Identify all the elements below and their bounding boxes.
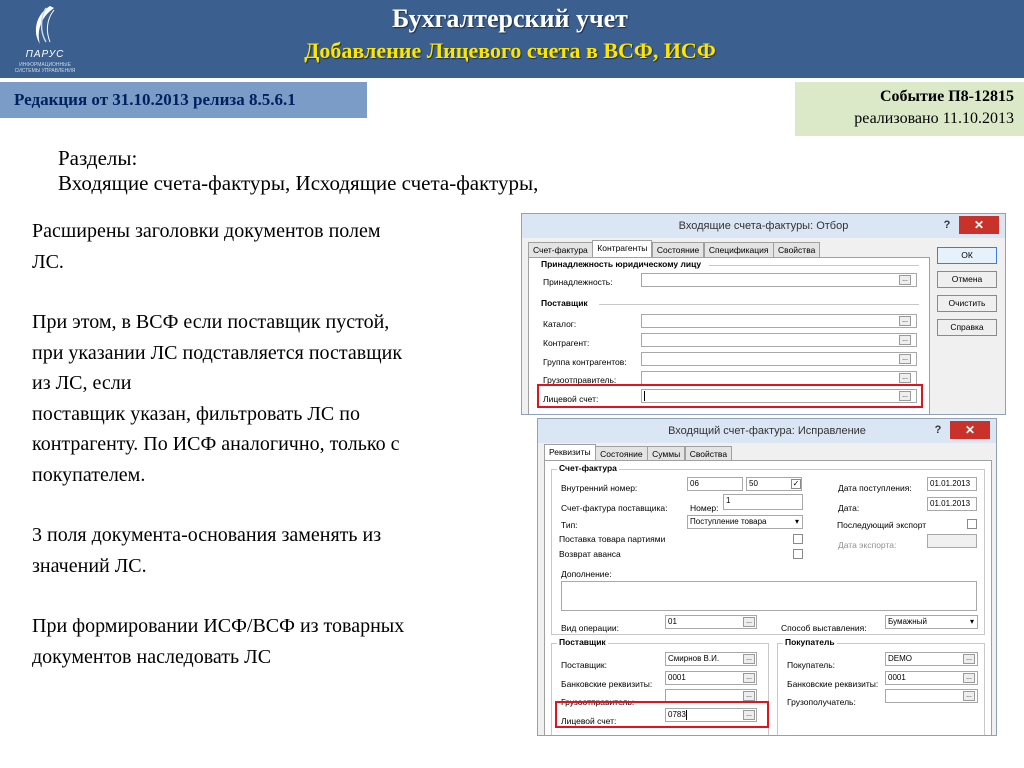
receipt-date-label: Дата поступления: [838, 483, 912, 493]
shipper-field[interactable] [641, 371, 917, 385]
supplier-ellipsis-button[interactable]: ... [743, 654, 755, 664]
bank-field[interactable]: 0001 [665, 671, 757, 685]
paragraph-line: 3 поля документа-основания заменять из [32, 524, 382, 546]
paragraph-line: из ЛС, если [32, 372, 132, 394]
last-export-label: Последующий экспорт [837, 520, 927, 530]
catalog-ellipsis-button[interactable]: ... [899, 316, 911, 326]
paragraph-line: значений ЛС. [32, 554, 147, 577]
contractors-panel [528, 257, 930, 415]
operation-ellipsis-button[interactable]: ... [743, 617, 755, 627]
logo-subtitle: ИНФОРМАЦИОННЫЕ СИСТЕМЫ УПРАВЛЕНИЯ [14, 62, 76, 74]
chevron-down-icon: ▾ [794, 517, 799, 526]
sections-list: Входящие счета-фактуры, Исходящие счета-фактуры, [58, 171, 539, 195]
group-title: Поставщик [541, 298, 588, 308]
advance-label: Возврат аванса [559, 549, 621, 559]
help-button[interactable]: Справка [937, 319, 997, 336]
addition-field[interactable] [561, 581, 977, 611]
close-icon[interactable]: ✕ [959, 216, 999, 234]
buyer-bank-ellipsis-button[interactable]: ... [963, 673, 975, 683]
supplier-invoice-label: Счет-фактура поставщика: [561, 503, 668, 513]
logo-name: ПАРУС [25, 49, 65, 60]
account-ellipsis-button[interactable]: ... [899, 391, 911, 401]
chevron-down-icon: ▾ [969, 617, 974, 626]
help-icon[interactable]: ? [943, 219, 951, 231]
group-title: Покупатель [785, 637, 835, 647]
belong-field[interactable] [641, 273, 917, 287]
agent-ellipsis-button[interactable]: ... [899, 335, 911, 345]
account-highlight [537, 384, 923, 408]
group-title: Поставщик [559, 637, 606, 647]
tab-sums[interactable]: Суммы [647, 446, 685, 461]
supplier-field[interactable]: Смирнов В.И. [665, 652, 757, 666]
catalog-field[interactable] [641, 314, 917, 328]
catalog-label: Каталог: [543, 319, 577, 329]
slide-header [0, 0, 1024, 78]
cancel-button[interactable]: Отмена [937, 271, 997, 288]
paragraph-line: документов наследовать ЛС [32, 645, 272, 668]
shipper-ellipsis-button[interactable]: ... [743, 691, 755, 701]
account-ellipsis-button[interactable]: ... [743, 710, 755, 720]
logo-emblem-icon [6, 2, 84, 50]
invoice-dialog-titlebar [538, 419, 996, 443]
type-label: Тип: [561, 520, 578, 530]
filter-dialog-title: Входящие счета-фактуры: Отбор [678, 220, 849, 232]
bank-ellipsis-button[interactable]: ... [743, 673, 755, 683]
redaction-badge: Редакция от 31.10.2013 релиза 8.5.6.1 [0, 82, 367, 118]
inner-num-prefix-field[interactable]: 06 [687, 477, 743, 491]
invoice-dialog-title: Входящий счет-фактура: Исправление [668, 425, 866, 437]
parus-logo [6, 2, 84, 74]
receipt-date-field[interactable]: 01.01.2013 [927, 477, 977, 491]
buyer-label: Покупатель: [787, 660, 836, 670]
agent-group-field[interactable] [641, 352, 917, 366]
export-date-field [927, 534, 977, 548]
sections-label: Разделы: [58, 146, 138, 170]
agent-field[interactable] [641, 333, 917, 347]
issue-label: Способ выставления: [781, 623, 867, 633]
invoice-edit-dialog [537, 418, 997, 736]
last-export-checkbox[interactable] [967, 519, 977, 529]
supplier-label: Поставщик: [561, 660, 607, 670]
issue-select[interactable] [885, 615, 978, 629]
consignee-label: Грузополучатель: [787, 697, 856, 707]
help-icon[interactable]: ? [934, 424, 942, 436]
sections-block [58, 146, 538, 196]
export-date-label: Дата экспорта: [838, 540, 897, 550]
tab-state[interactable]: Состояние [652, 242, 704, 257]
belong-ellipsis-button[interactable]: ... [899, 275, 911, 285]
buyer-bank-field[interactable]: 0001 [885, 671, 978, 685]
account-value: 0783 [668, 710, 686, 719]
date-label: Дата: [838, 503, 860, 513]
number-label: Номер: [690, 503, 719, 513]
account-highlight [555, 701, 769, 728]
page-subtitle: Добавление Лицевого счета в ВСФ, ИСФ [304, 38, 716, 63]
event-title: Событие П8-12815 [880, 88, 1014, 105]
account-label: Лицевой счет: [543, 394, 599, 404]
belong-label: Принадлежность: [543, 277, 613, 287]
account-label: Лицевой счет: [561, 716, 617, 726]
tab-state[interactable]: Состояние [595, 446, 647, 461]
agent-group-ellipsis-button[interactable]: ... [899, 354, 911, 364]
buyer-ellipsis-button[interactable]: ... [963, 654, 975, 664]
bank-label: Банковские реквизиты: [561, 679, 653, 689]
paragraph-line: при указании ЛС подставляется поставщик [32, 341, 403, 364]
paragraph-line: При формировании ИСФ/ВСФ из товарных [32, 615, 405, 637]
paragraph-line: При этом, в ВСФ если поставщик пустой, [32, 311, 390, 333]
event-badge [795, 82, 1024, 136]
number-field[interactable]: 1 [723, 494, 803, 510]
buyer-bank-label: Банковские реквизиты: [787, 679, 879, 689]
shipper-label: Грузоотправитель: [561, 697, 635, 707]
tab-invoice[interactable]: Счет-фактура [528, 242, 593, 257]
filter-dialog [521, 213, 1006, 415]
type-value: Поступление товара [690, 517, 767, 526]
operation-label: Вид операции: [561, 623, 619, 633]
close-icon[interactable]: ✕ [950, 421, 990, 439]
filter-tabs [528, 242, 817, 258]
paragraph-line: покупателем. [32, 463, 146, 486]
operation-field[interactable]: 01 [665, 615, 757, 629]
tab-properties[interactable]: Свойства [685, 446, 732, 461]
inner-num-label: Внутренний номер: [561, 483, 638, 493]
date-field[interactable]: 01.01.2013 [927, 497, 977, 511]
paragraph-line: контрагенту. По ИСФ аналогично, только с [32, 433, 400, 455]
type-select[interactable] [687, 515, 803, 529]
event-done: реализовано 11.10.2013 [854, 110, 1014, 127]
tab-contractors[interactable]: Контрагенты [592, 240, 652, 257]
issue-value: Бумажный [888, 617, 927, 626]
description-text [32, 216, 512, 672]
consignee-ellipsis-button[interactable]: ... [963, 691, 975, 701]
tab-properties[interactable]: Свойства [773, 242, 820, 257]
paragraph-line: Расширены заголовки документов полем [32, 220, 381, 242]
agent-label: Контрагент: [543, 338, 590, 348]
buyer-field[interactable]: DEMO [885, 652, 978, 666]
shipper-label: Грузоотправитель: [543, 375, 617, 385]
agent-group-label: Группа контрагентов: [543, 357, 627, 367]
inner-num-field[interactable]: 50 [746, 477, 802, 491]
filter-dialog-titlebar [522, 214, 1005, 238]
group-title: Принадлежность юридическому лицу [541, 259, 702, 269]
advance-checkbox[interactable] [793, 549, 803, 559]
page-title: Бухгалтерский учет [392, 4, 628, 33]
batch-checkbox[interactable] [793, 534, 803, 544]
paragraph-line: ЛС. [32, 250, 64, 273]
inner-num-check-icon[interactable]: ✓ [792, 479, 800, 488]
tab-requisites[interactable]: Реквизиты [544, 444, 596, 461]
addition-label: Дополнение: [561, 569, 612, 579]
paragraph-line: поставщик указан, фильтровать ЛС по [32, 402, 360, 425]
tab-specification[interactable]: Спецификация [704, 242, 774, 257]
shipper-ellipsis-button[interactable]: ... [899, 373, 911, 383]
batch-label: Поставка товара партиями [559, 534, 666, 544]
ok-button[interactable]: ОК [937, 247, 997, 264]
requisites-panel [544, 460, 992, 736]
clear-button[interactable]: Очистить [937, 295, 997, 312]
group-title: Счет-фактура [559, 463, 617, 473]
